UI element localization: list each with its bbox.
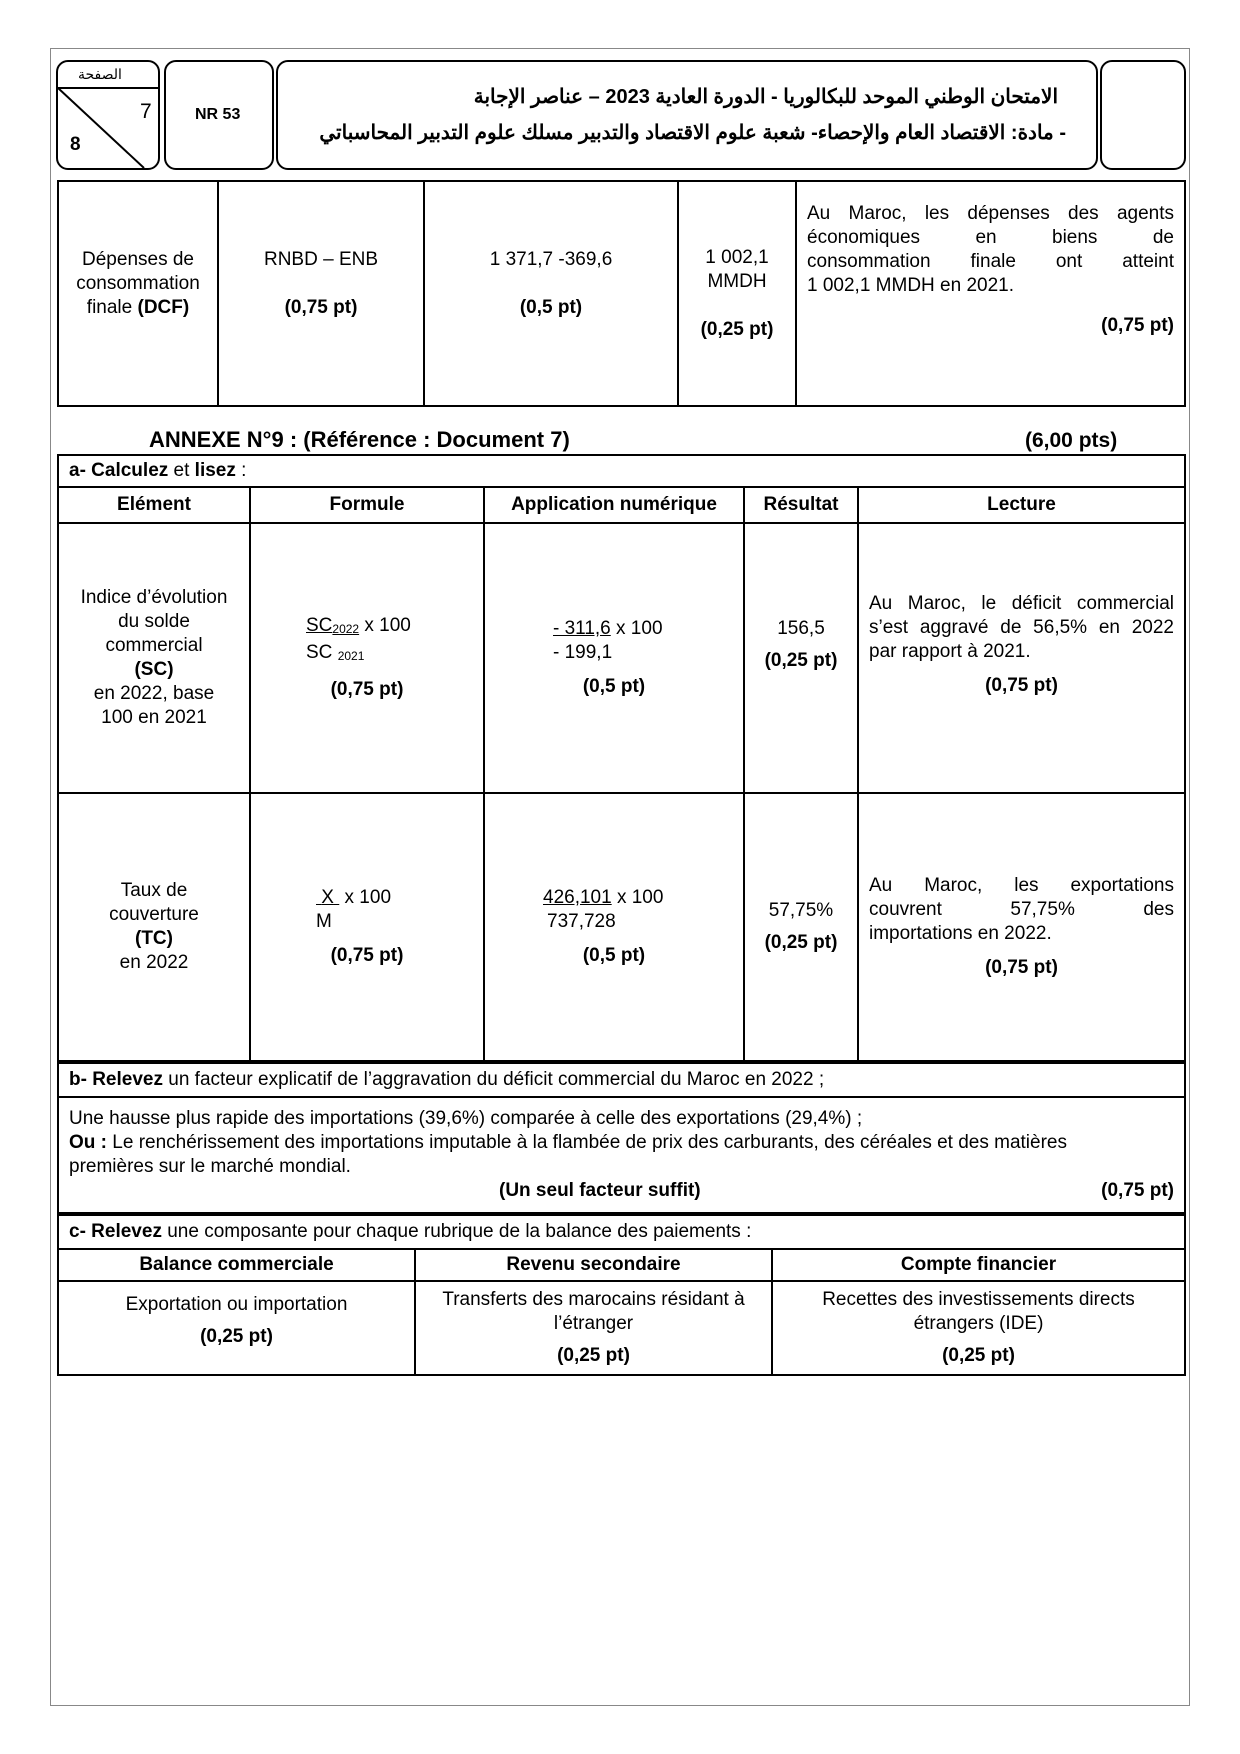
revenu-secondaire-l2: l’étranger: [553, 1313, 634, 1334]
sc-formula-den-sub: 2021: [337, 649, 365, 663]
part-b-answer-l1: Une hausse plus rapide des importations (39,6%) comparée à celle des exportations (29,4%) ;: [69, 1108, 863, 1129]
balance-commerciale-pts: (0,25 pt): [200, 1326, 273, 1347]
exam-title-line1: الامتحان الوطني الموحد للبكالوريا - الدورة العادية 2023 – عناصر الإجابة: [473, 86, 1058, 108]
sc-formula-times: x 100: [359, 615, 411, 636]
tc-formula-num-text: X: [321, 887, 334, 908]
sc-application-num: - 311,6: [553, 618, 611, 639]
dcf-table: [57, 180, 1186, 407]
dcf-reading-l1: Au Maroc, les dépenses des agents: [807, 203, 1174, 224]
balance-commerciale-cell: [58, 1281, 415, 1375]
header-revenu-secondaire: Revenu secondaire: [415, 1249, 772, 1281]
page-current: 7: [140, 100, 152, 123]
sc-application-cell: [484, 523, 744, 793]
header-formule: Formule: [250, 487, 484, 523]
part-b-pts: (0,75 pt): [1101, 1180, 1174, 1201]
sc-application-times: x 100: [610, 618, 663, 639]
tc-reading-pts: (0,75 pt): [985, 957, 1058, 978]
part-b-answer-l2: Le renchérissement des importations imputable à la flambée de prix des carburants, des céréales et des matières: [107, 1132, 1067, 1153]
tc-element-l1: Taux de: [120, 880, 188, 901]
header-right-box: [1100, 60, 1186, 170]
sc-element-l6: 100 en 2021: [101, 707, 207, 728]
compte-financier-cell: [772, 1281, 1185, 1375]
compte-financier-l2: étrangers (IDE): [913, 1313, 1044, 1334]
tc-formula-times: x 100: [339, 887, 392, 908]
dcf-application: 1 371,7 -369,6: [489, 248, 613, 270]
part-a-verb1: a- Calculez: [69, 460, 169, 481]
part-c-verb: c- Relevez: [69, 1221, 162, 1242]
exam-title-box: [276, 60, 1098, 170]
tc-result: 57,75%: [768, 900, 834, 921]
tc-application-pts: (0,5 pt): [582, 945, 646, 966]
sc-application-den: - 199,1: [553, 642, 613, 663]
header-lecture: Lecture: [858, 487, 1185, 523]
sc-reading-pts: (0,75 pt): [985, 675, 1058, 696]
tc-formula-cell: [250, 793, 484, 1061]
dcf-reading-l2: économiques en biens de: [807, 227, 1174, 248]
part-b-note: (Un seul facteur suffit): [499, 1180, 701, 1201]
tc-formula-num: [316, 887, 339, 908]
tc-formula-pts: (0,75 pt): [330, 945, 404, 966]
dcf-element-abbr: (DCF): [137, 296, 190, 318]
sc-result: 156,5: [777, 618, 825, 639]
header-compte-financier: Compte financier: [772, 1249, 1185, 1281]
tc-result-pts: (0,25 pt): [764, 932, 838, 953]
dcf-reading-l4: 1 002,1 MMDH en 2021.: [807, 275, 1015, 296]
header-resultat: Résultat: [744, 487, 858, 523]
sc-result-cell: [744, 523, 858, 793]
tc-application-times: x 100: [611, 887, 664, 908]
sc-reading-l3: par rapport à 2021.: [869, 641, 1031, 662]
part-b-table: [57, 1062, 1186, 1214]
dcf-element-cell: [58, 181, 218, 406]
dcf-formula: RNBD – ENB: [263, 248, 379, 270]
dcf-formula-cell: [218, 181, 424, 406]
tc-element-l3: (TC): [135, 928, 173, 949]
balance-commerciale-value: Exportation ou importation: [125, 1294, 348, 1315]
sc-application-pts: (0,5 pt): [582, 676, 646, 697]
tc-application-den: 737,728: [547, 911, 616, 932]
sc-element-cell: [58, 523, 250, 793]
tc-reading-l3: importations en 2022.: [869, 923, 1052, 944]
sc-reading-l2: s’est aggravé de 56,5% en 2022: [869, 617, 1174, 638]
part-b-verb: b- Relevez: [69, 1069, 163, 1090]
sc-formula-pts: (0,75 pt): [330, 679, 404, 700]
dcf-element-l1: Dépenses de: [82, 248, 194, 270]
dcf-result-l1: 1 002,1: [705, 246, 769, 268]
part-b-answer-cell: [58, 1097, 1185, 1213]
exam-title-line2: - مادة: الاقتصاد العام والإحصاء- شعبة علوم الاقتصاد والتدبير مسلك علوم التدبير المحاسباتي: [319, 122, 1066, 144]
tc-reading-cell: [858, 793, 1185, 1061]
sc-element-l2: du solde: [118, 611, 190, 632]
dcf-application-cell: [424, 181, 678, 406]
dcf-result-cell: [678, 181, 796, 406]
tc-application-cell: [484, 793, 744, 1061]
tc-element-cell: [58, 793, 250, 1061]
compte-financier-l1: Recettes des investissements directs: [822, 1289, 1135, 1310]
part-b-question-cell: [58, 1063, 1185, 1097]
annexe-title: ANNEXE N°9 : (Référence : Document 7): [149, 427, 570, 452]
sc-formula-num: SC: [306, 615, 333, 636]
dcf-result-l2: MMDH: [707, 270, 767, 292]
dcf-reading-cell: [796, 181, 1185, 406]
header-balance-commerciale: Balance commerciale: [58, 1249, 415, 1281]
part-a-verb2: lisez: [194, 460, 236, 481]
tc-reading-l1: Au Maroc, les exportations: [869, 875, 1174, 896]
part-b-answer-l3: premières sur le marché mondial.: [69, 1156, 351, 1177]
dcf-application-pts: (0,5 pt): [519, 296, 583, 318]
revenu-secondaire-pts: (0,25 pt): [557, 1345, 630, 1366]
sc-formula-den: SC: [306, 642, 333, 663]
part-c-question-cell: [58, 1215, 1185, 1249]
tc-application-num: 426,101: [543, 887, 612, 908]
tc-result-cell: [744, 793, 858, 1061]
sc-element-l3: commercial: [105, 635, 203, 656]
sc-element-l5: en 2022, base: [93, 683, 215, 704]
sc-result-pts: (0,25 pt): [764, 650, 838, 671]
part-b-or: Ou :: [69, 1132, 107, 1153]
dcf-result-pts: (0,25 pt): [700, 318, 774, 340]
part-a-colon: :: [235, 460, 247, 481]
dcf-element-l3: finale: [86, 296, 138, 318]
exam-code-box: [164, 60, 274, 170]
revenu-secondaire-cell: [415, 1281, 772, 1375]
part-c-table: [57, 1214, 1186, 1376]
dcf-reading-pts: (0,75 pt): [1101, 315, 1174, 336]
page-number-box: [56, 60, 160, 170]
tc-element-l2: couverture: [109, 904, 199, 925]
part-b-question: un facteur explicatif de l’aggravation du déficit commercial du Maroc en 2022 ;: [162, 1069, 825, 1090]
part-c-question: une composante pour chaque rubrique de la balance des paiements :: [161, 1221, 752, 1242]
revenu-secondaire-l1: Transferts des marocains résidant à: [442, 1289, 745, 1310]
header-application: Application numérique: [484, 487, 744, 523]
sc-element-l4: (SC): [134, 659, 174, 680]
compte-financier-pts: (0,25 pt): [942, 1345, 1015, 1366]
dcf-reading-l3: consommation finale ont atteint: [807, 251, 1174, 272]
dcf-element-l2: consommation: [76, 272, 200, 294]
sc-reading-cell: [858, 523, 1185, 793]
sc-reading-l1: Au Maroc, le déficit commercial: [869, 593, 1174, 614]
page-label: الصفحة: [78, 66, 122, 82]
page-total: 8: [70, 134, 81, 155]
exam-code: NR 53: [195, 106, 241, 123]
sc-formula-cell: [250, 523, 484, 793]
part-a-and: et: [168, 460, 195, 481]
part-a-table: [57, 454, 1186, 1062]
part-a-instruction: [58, 455, 1185, 487]
dcf-formula-pts: (0,75 pt): [284, 296, 358, 318]
sc-formula-num-sub: 2022: [332, 622, 360, 636]
tc-reading-l2: couvrent 57,75% des: [869, 899, 1174, 920]
header-element: Elément: [58, 487, 250, 523]
tc-element-l4: en 2022: [119, 952, 189, 973]
tc-formula-den: M: [316, 911, 332, 932]
annexe-points: (6,00 pts): [1025, 429, 1118, 452]
sc-element-l1: Indice d’évolution: [80, 587, 228, 608]
